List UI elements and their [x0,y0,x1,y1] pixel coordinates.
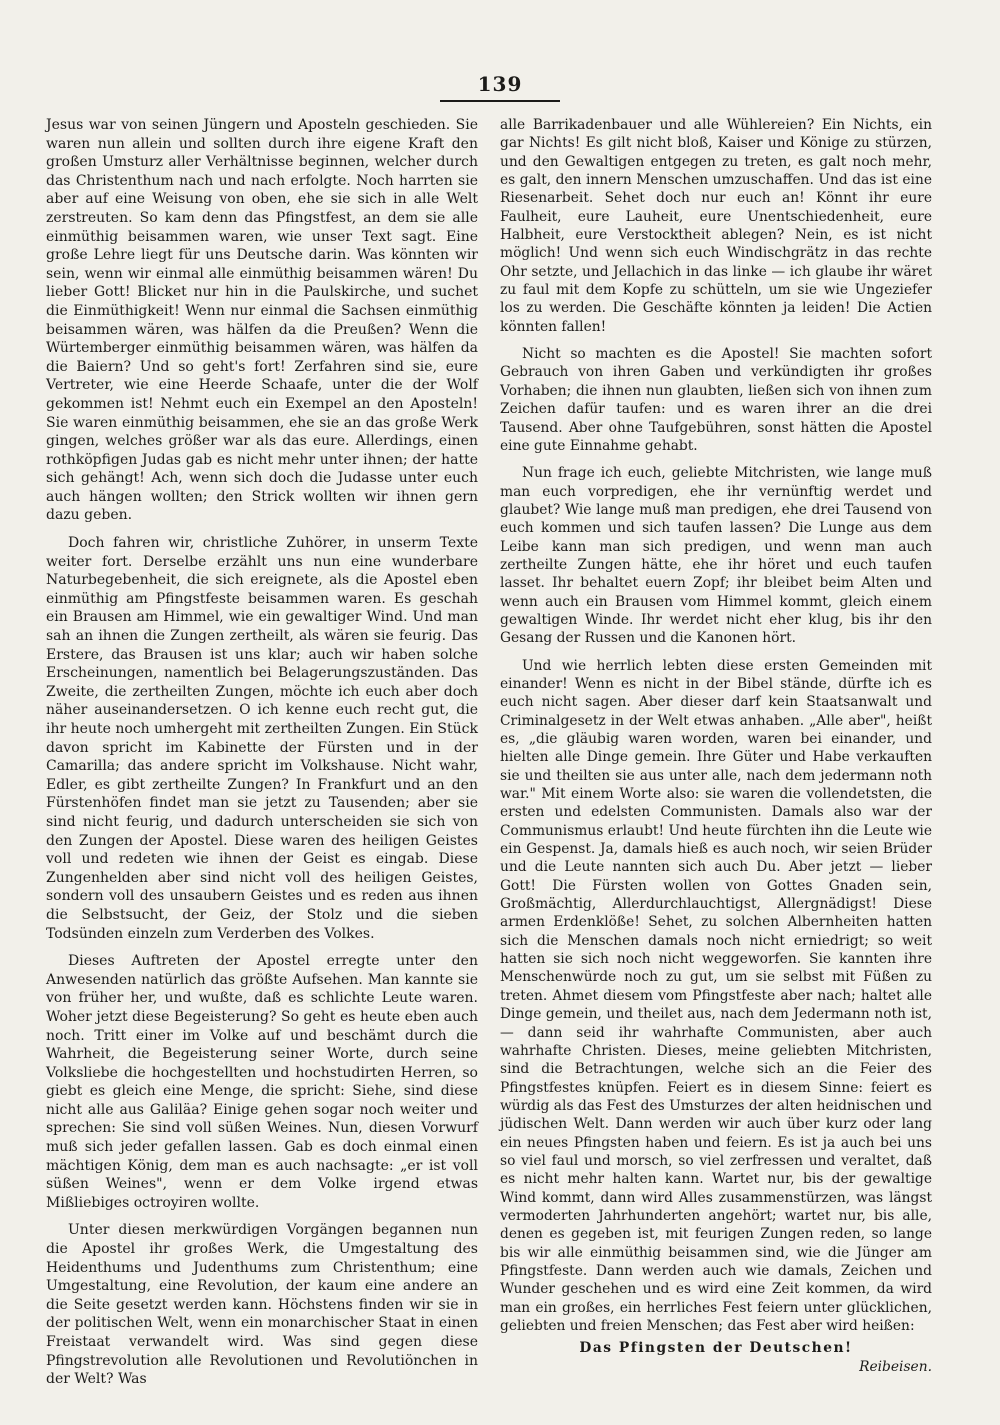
author-signature: Reibeisen. [859,1358,932,1375]
paragraph: Und wie herrlich lebten diese ersten Gemeinden mit einander! Wenn es nicht in der Bibel stände, dürfte ich es euch nicht sagen. Aber dieser darf kein Staatsanwalt und Criminalgesetz in der Welt etwas anhaben. „Alle aber", heißt es, „die gläubig waren worden, waren bei einander, und hielten alle Dinge gemein. Ihre Güter und Habe verkauften sie und theilten sie aus unter alle, nach dem jedermann noth war." Mit einem Worte also: sie waren die vollendetsten, die ersten und edelsten Communisten. Damals also war der Communismus erlaubt! Und heute fürchten ihn die Leute wie ein Gespenst. Ja, damals hieß es auch noch, wir seien Brüder und die Leute nannten sich auch Du. Aber jetzt — lieber Gott! Die Fürsten wollen von Gottes Gnaden sein, Großmächtig, Allerdurchlauchtigst, Allergnädigst! Diese armen Erdenklöße! Sehet, zu solchen Albernheiten hatten sich die Menschen damals noch nicht erniedrigt; so weit hatten sie sich noch nicht weggeworfen. Sie kannten ihre Menschenwürde noch zu gut, um sie selbst mit Füßen zu treten. Ahmet diesem vom Pfingstfeste aber nach; haltet alle Dinge gemein, und theilet aus, nach dem Jedermann noth ist, — dann seid ihr wahrhafte Communisten, aber auch wahrhafte Christen. Dieses, meine geliebten Mitchristen, sind die Betrachtungen, welche sich an die Feier des Pfingstfestes knüpfen. Feiert es in diesem Sinne: feiert es würdig als das Fest des Umsturzes der alten heidnischen und jüdischen Welt. Dann werden wir auch über kurz oder lang ein neues Pfingsten haben und feiern. Es ist ja auch bei uns so viel faul und morsch, so viel zerfressen und veraltet, daß es nicht mehr halten kann. Wartet nur, bis der gewaltige Wind kommt, dann wird Alles zusammenstürzen, was längst vermoderten Jahrhunderten angehört; wartet nur, bis alle, denen es gegeben ist, mit feurigen Zungen reden, so lange bis wir alle einmüthig beisammen sind, wie die Jünger am Pfingstfeste. Dann werden auch wie damals, Zeichen und Wunder geschehen und es wird eine Zeit kommen, da wird man ein großes, ein herrliches Fest feiern unter glücklichen, geliebten und freien Menschen; das Fest aber wird heißen: [500,657,932,1334]
right-column [500,116,932,1376]
closing-line: Das Pfingsten der Deutschen! [579,1340,853,1357]
paragraph: Nicht so machten es die Apostel! Sie machten sofort Gebrauch von ihren Gaben und verkündigten ihr großes Vorhaben; die ihnen nun glaubten, ließen sich von ihnen zum Zeichen dafür taufen: und es waren ihrer an die drei Tausend. Aber ohne Taufgebühren, sonst hätten die Apostel eine gute Einnahme gehabt. [500,346,932,454]
paragraph: Doch fahren wir, christliche Zuhörer, in unserm Texte weiter fort. Derselbe erzählt uns nun eine wunderbare Naturbegebenheit, die sich ereignete, als die Apostel eben einmüthig am Pfingstfeste beisammen waren. Es geschah ein Brausen am Himmel, wie ein gewaltiger Wind. Und man sah an ihnen die Zungen zertheilt, als wären sie feurig. Das Erstere, das Brausen ist uns klar; auch wir haben solche Erscheinungen, namentlich bei Belagerungszuständen. Das Zweite, die zertheilten Zungen, möchte ich euch aber doch näher auseinandersetzen. O ich kenne euch recht gut, die ihr heute noch umhergeht mit zertheilten Zungen. Ein Stück davon spricht im Kabinette der Fürsten und in der Camarilla; das andere spricht im Volkshause. Nicht wahr, Edler, es gibt zertheilte Zungen? In Frankfurt und an den Fürstenhöfen findet man sie jetzt zu Tausenden; aber sie sind nicht feurig, und dadurch unterscheiden sie sich von den Zungen der Apostel. Diese waren des heiligen Geistes voll und redeten wie ihnen der Geist es eingab. Diese Zungenhelden aber sind nicht voll des heiligen Geistes, sondern voll des unsaubern Geistes und es reden aus ihnen die Selbstsucht, der Geiz, der Stolz und die sieben Todsünden einzeln zum Verderben des Volkes. [46,535,478,942]
paragraph: Dieses Auftreten der Apostel erregte unter den Anwesenden natürlich das größte Aufsehen. Man kannte sie von früher her, und wußte, daß es schlichte Leute waren. Woher jetzt diese Begeisterung? So geht es heute eben auch noch. Tritt einer im Volke auf und beschämt durch die Wahrheit, die Begeisterung seiner Worte, durch seine Volksliebe die hochgestellten und hochstudirten Herren, so giebt es gleich eine Menge, die spricht: Siehe, sind diese nicht alle aus Galiläa? Einige gehen sogar noch weiter und sprechen: Sie sind voll süßen Weines. Nun, diesen Vorwurf muß sich jeder gefallen lassen. Gab es doch einmal einen mächtigen König, dem man es auch nachsagte: „er ist voll süßen Weines", wenn er dem Volke irgend etwas Mißliebiges octroyiren wollte. [46,953,478,1211]
paragraph: Jesus war von seinen Jüngern und Aposteln geschieden. Sie waren nun allein und sollten durch ihre eigene Kraft den großen Umsturz aller Verhältnisse beginnen, welcher durch das Christenthum nach und nach erfolgte. Noch harrten sie aber auf eine Weisung von oben, ehe sie sich in alle Welt zerstreuten. So kam denn das Pfingstfest, an dem sie alle einmüthig beisammen waren, wie unser Text sagt. Eine große Lehre liegt für uns Deutsche darin. Was könnten wir sein, wenn wir einmal alle einmüthig beisammen wären! Du lieber Gott! Blicket nur hin in die Paulskirche, und suchet die Einmüthigkeit! Wenn nur einmal die Sachsen einmüthig beisammen wären, was hälfen da die Preußen? Wenn die Würtemberger einmüthig beisammen wären, was hälfen da die Baiern? Und so geht's fort! Zerfahren sind sie, eure Vertreter, wie eine Heerde Schaafe, unter die der Wolf gekommen ist! Nehmt euch ein Exempel an den Aposteln! Sie waren einmüthig beisammen, ehe sie an das große Werk gingen, welches größer war als das eure. Allerdings, einen rothköpfigen Judas gab es nicht mehr unter ihnen; der hatte sich gehängt! Ach, wenn sich doch die Judasse unter euch auch hängen wollten; den Strick wollten wir ihnen gern dazu geben. [46,117,478,524]
paragraph: alle Barrikadenbauer und alle Wühlereien? Ein Nichts, ein gar Nichts! Es gilt nicht bloß, Kaiser und Könige zu stürzen, und den Gewaltigen entgegen zu treten, es galt noch mehr, es galt, den innern Menschen umzuschaffen. Und das ist eine Riesenarbeit. Sehet doch nur euch an! Könnt ihr eure Faulheit, eure Lauheit, eure Unentschiedenheit, eure Halbheit, eure Verstocktheit ablegen? Nein, es ist nicht möglich! Und wenn sich euch Windischgrätz in das rechte Ohr setzte, und Jellachich in das linke — ich glaube ihr wäret zu faul mit dem Kopfe zu schütteln, um sie wie Ungeziefer los zu werden. Die Geschäfte könnten ja leiden! Die Actien könnten fallen! [500,117,932,335]
paragraph: Nun frage ich euch, geliebte Mitchristen, wie lange muß man euch vorpredigen, ehe ihr vernünftig werdet und glaubet? Wie lange muß man predigen, ehe drei Tausend von euch kommen und sich taufen lassen? Die Lunge aus dem Leibe kann man sich predigen, und wenn man auch zertheilte Zungen hätte, ehe ihr höret und euch taufen lasset. Ihr behaltet euern Zopf; ihr bleibet beim Alten und wenn auch ein Brausen vom Himmel kommt, gleich einem gewaltigen Winde. Ihr werdet nicht eher klug, bis ihr den Gesang der Russen und die Kanonen hört. [500,465,932,647]
page-number: 139 [477,72,523,96]
paragraph: Unter diesen merkwürdigen Vorgängen begannen nun die Apostel ihr großes Werk, die Umgestaltung des Heidenthums und Judenthums zum Christenthum; eine Umgestaltung, eine Revolution, der kaum eine andere an die Seite gesetzt werden kann. Höchstens finden wir sie in der politischen Welt, wenn ein monarchischer Staat in einen Freistaat verwandelt wird. Was sind gegen diese Pfingstrevolution alle Revolutionen und Revolutiönchen in der Welt? Was [46,1222,478,1388]
left-column [46,116,478,1389]
header-rule [440,100,560,102]
